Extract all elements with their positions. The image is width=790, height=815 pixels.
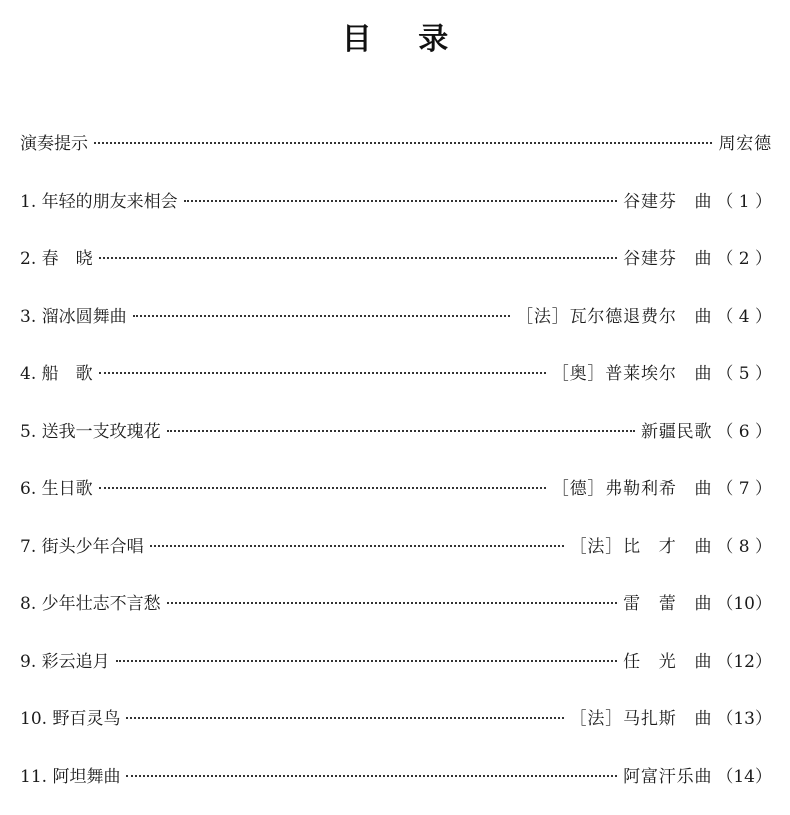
dot-leader	[150, 545, 564, 547]
entry-composer: ［法］马扎斯 曲	[570, 700, 713, 738]
dot-leader	[94, 142, 712, 144]
entry-page: （ 4 ）	[716, 298, 772, 336]
entry-page: （ 2 ）	[716, 240, 772, 278]
entry-page: （14）	[716, 758, 772, 796]
entry-page: （ 5 ）	[716, 355, 772, 393]
dot-leader	[99, 257, 618, 259]
toc-entry[interactable]	[20, 183, 772, 241]
entry-composer: ［奥］普莱埃尔 曲	[552, 355, 713, 393]
entry-title: 11. 阿坦舞曲	[20, 758, 120, 796]
entry-title: 8. 少年壮志不言愁	[20, 585, 161, 623]
entry-page: （12）	[716, 643, 772, 681]
toc-entry[interactable]	[20, 643, 772, 701]
page-title: 目 录	[0, 14, 790, 58]
entry-title: 5. 送我一支玫瑰花	[20, 413, 161, 451]
table-of-contents	[20, 125, 772, 815]
entry-page: （13）	[716, 700, 772, 738]
dot-leader	[184, 200, 618, 202]
entry-title: 9. 彩云追月	[20, 643, 110, 681]
entry-title: 1. 年轻的朋友来相会	[20, 183, 178, 221]
entry-page: （10）	[716, 585, 772, 623]
toc-entry[interactable]	[20, 298, 772, 356]
entry-composer: ［德］弗勒利希 曲	[552, 470, 713, 508]
entry-page: （ 8 ）	[716, 528, 772, 566]
dot-leader	[99, 372, 546, 374]
entry-page: （ 6 ）	[716, 413, 772, 451]
entry-composer: ［法］比 才 曲	[570, 528, 713, 566]
entry-title: 6. 生日歌	[20, 470, 93, 508]
toc-entry[interactable]	[20, 470, 772, 528]
dot-leader	[167, 430, 635, 432]
dot-leader	[126, 717, 563, 719]
toc-entry[interactable]	[20, 355, 772, 413]
entry-title: 7. 街头少年合唱	[20, 528, 144, 566]
entry-composer: 周宏德	[718, 125, 772, 163]
entry-composer: 谷建芬 曲	[623, 240, 712, 278]
toc-entry[interactable]	[20, 700, 772, 758]
entry-title: 2. 春 晓	[20, 240, 93, 278]
dot-leader	[126, 775, 617, 777]
dot-leader	[133, 315, 510, 317]
entry-composer: ［法］瓦尔德退费尔 曲	[516, 298, 712, 336]
dot-leader	[99, 487, 546, 489]
entry-title: 3. 溜冰圆舞曲	[20, 298, 127, 336]
entry-composer: 阿富汗乐曲	[623, 758, 712, 796]
entry-composer: 雷 蕾 曲	[623, 585, 712, 623]
entry-page: （ 7 ）	[716, 470, 772, 508]
toc-entry[interactable]	[20, 125, 772, 183]
entry-title: 10. 野百灵鸟	[20, 700, 120, 738]
dot-leader	[116, 660, 617, 662]
entry-title: 4. 船 歌	[20, 355, 93, 393]
toc-entry[interactable]	[20, 413, 772, 471]
entry-title: 演奏提示	[20, 125, 88, 163]
entry-composer: 谷建芬 曲	[623, 183, 712, 221]
entry-composer: 任 光 曲	[623, 643, 712, 681]
toc-entry[interactable]	[20, 528, 772, 586]
toc-entry[interactable]	[20, 240, 772, 298]
toc-entry[interactable]	[20, 758, 772, 815]
entry-page: （ 1 ）	[716, 183, 772, 221]
dot-leader	[167, 602, 617, 604]
toc-entry[interactable]	[20, 585, 772, 643]
entry-composer: 新疆民歌	[641, 413, 712, 451]
